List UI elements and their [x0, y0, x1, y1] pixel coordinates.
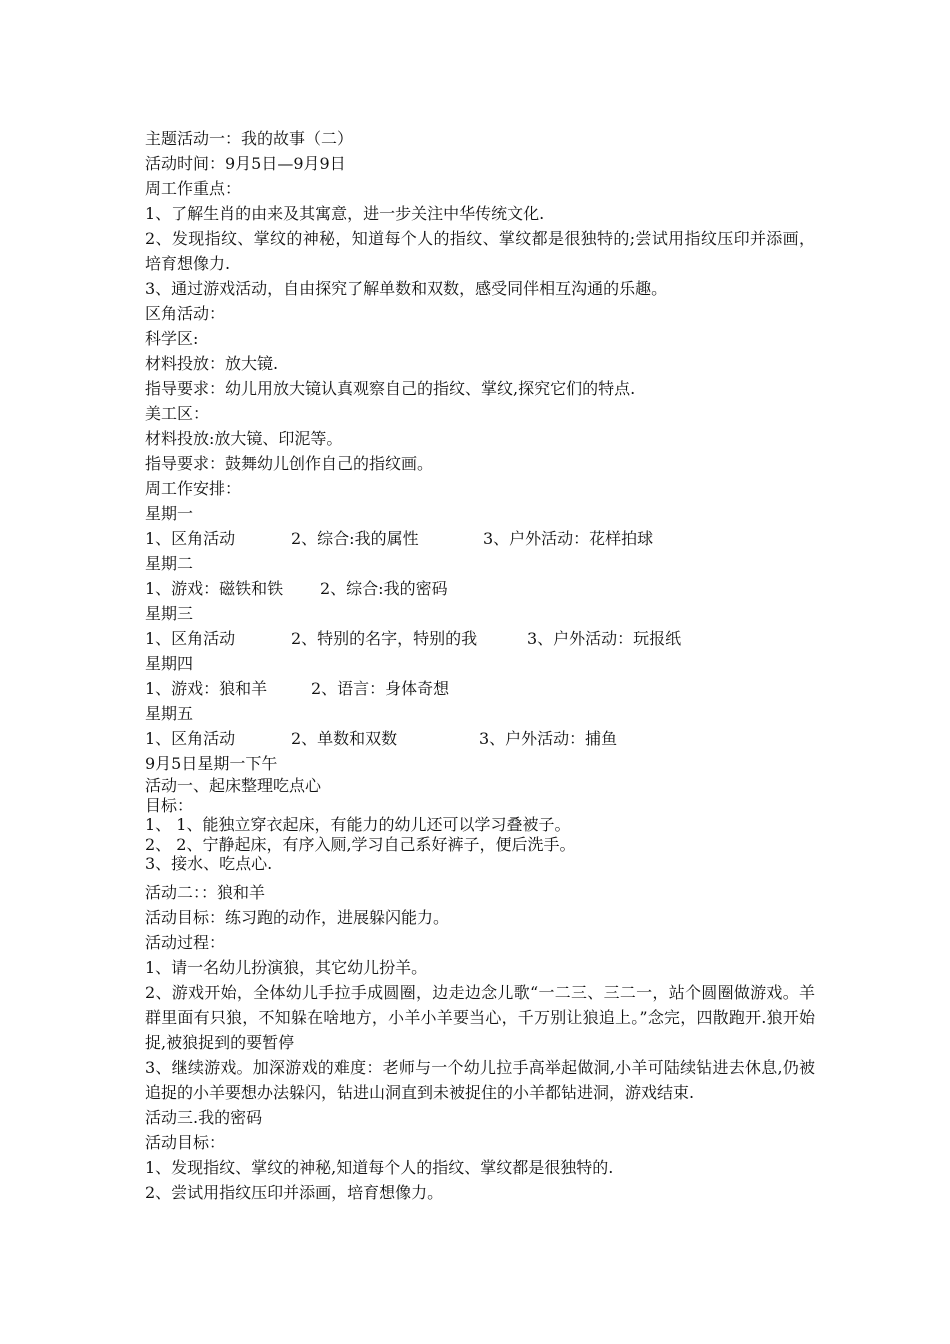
activity2-goal: 活动目标：练习跑的动作，进展躲闪能力。 — [145, 907, 450, 927]
art-guide: 指导要求：鼓舞幼儿创作自己的指纹画。 — [145, 454, 434, 473]
activity2-title: 活动二：：狼和羊 — [145, 882, 266, 902]
schedule-day: 星期五 — [145, 704, 194, 723]
activity3-goal-heading: 活动目标： — [145, 1132, 226, 1152]
art-material: 材料投放:放大镜、印泥等。 — [145, 429, 343, 448]
activity1-goal: 2、 2、宁静起床，有序入厕,学习自己系好裤子，便后洗手。 — [145, 834, 576, 854]
activity2-step: 2、游戏开始，全体幼儿手拉手成圆圈，边走边念儿歌“一二三、三二一，站个圆圈做游戏。羊群里面有只狼，不知躲在啥地方，小羊小羊要当心，千万别让狼追上。”念完，四散跑开.狼开始捉,被狼捉到的要暂停 — [145, 982, 815, 1052]
schedule-item: 1、区角活动 — [145, 529, 236, 548]
activity2-step: 3、继续游戏。加深游戏的难度：老师与一个幼儿拉手高举起做洞,小羊可陆续钻进去休息,仍被追捉的小羊要想办法躲闪，钻进山洞直到未被捉住的小羊都钻进洞，游戏结束. — [145, 1057, 815, 1102]
science-material: 材料投放：放大镜. — [145, 354, 279, 373]
schedule-row — [145, 726, 815, 751]
monday-date: 9月5日星期一下午 — [145, 754, 278, 773]
activity3-goal: 1、发现指纹、掌纹的神秘,知道每个人的指纹、掌纹都是很独特的. — [145, 1157, 614, 1177]
focus-item: 3、通过游戏活动，自由探究了解单数和双数，感受同伴相互沟通的乐趣。 — [145, 279, 668, 298]
focus-item: 1、了解生肖的由来及其寓意，进一步关注中华传统文化. — [145, 204, 545, 223]
schedule-item: 2、单数和双数 — [291, 729, 398, 748]
art-area-name: 美工区： — [145, 404, 210, 423]
schedule-day: 星期一 — [145, 504, 194, 523]
activity1-goal-heading: 目标： — [145, 795, 194, 815]
activity3-title: 活动三.我的密码 — [145, 1107, 263, 1127]
schedule-day: 星期三 — [145, 604, 194, 623]
activity1-goal: 1、 1、能独立穿衣起床，有能力的幼儿还可以学习叠被子。 — [145, 815, 571, 834]
activity1-title: 活动一、起床整理吃点心 — [145, 776, 322, 795]
schedule-item: 3、户外活动：捕鱼 — [479, 729, 618, 748]
schedule-day: 星期二 — [145, 554, 194, 573]
schedule-row — [145, 676, 815, 701]
schedule-item: 1、游戏：狼和羊 — [145, 679, 268, 698]
schedule-item: 1、游戏：磁铁和铁 — [145, 579, 284, 598]
schedule-item: 1、区角活动 — [145, 629, 236, 648]
activity-time: 活动时间：9月5日—9月9日 — [145, 154, 346, 173]
schedule-item: 2、语言：身体奇想 — [311, 679, 450, 698]
activity2-process-heading: 活动过程： — [145, 932, 226, 952]
schedule-row — [145, 526, 815, 551]
schedule-item: 3、户外活动：玩报纸 — [527, 629, 682, 648]
corner-heading: 区角活动： — [145, 304, 226, 323]
focus-heading: 周工作重点： — [145, 179, 242, 198]
document-body — [145, 126, 815, 1205]
activity3-goal: 2、尝试用指纹压印并添画，培育想像力。 — [145, 1182, 444, 1202]
document-title: 主题活动一：我的故事（二） — [145, 129, 354, 148]
schedule-item: 3、户外活动：花样拍球 — [483, 529, 654, 548]
focus-item: 2、发现指纹、掌纹的神秘，知道每个人的指纹、掌纹都是很独特的;尝试用指纹压印并添画，培育想像力. — [145, 229, 815, 273]
schedule-item: 2、特别的名字，特别的我 — [291, 629, 478, 648]
schedule-day: 星期四 — [145, 654, 194, 673]
schedule-row — [145, 576, 815, 601]
activity2-step: 1、请一名幼儿扮演狼，其它幼儿扮羊。 — [145, 957, 428, 977]
schedule-item: 1、区角活动 — [145, 729, 236, 748]
schedule-item: 2、综合:我的属性 — [291, 529, 419, 548]
schedule-heading: 周工作安排： — [145, 479, 242, 498]
science-area-name: 科学区: — [145, 329, 199, 348]
science-guide: 指导要求：幼儿用放大镜认真观察自己的指纹、掌纹,探究它们的特点. — [145, 379, 636, 398]
schedule-row — [145, 626, 815, 651]
activity1-goal: 3、接水、吃点心. — [145, 854, 273, 873]
schedule-item: 2、综合:我的密码 — [320, 579, 448, 598]
